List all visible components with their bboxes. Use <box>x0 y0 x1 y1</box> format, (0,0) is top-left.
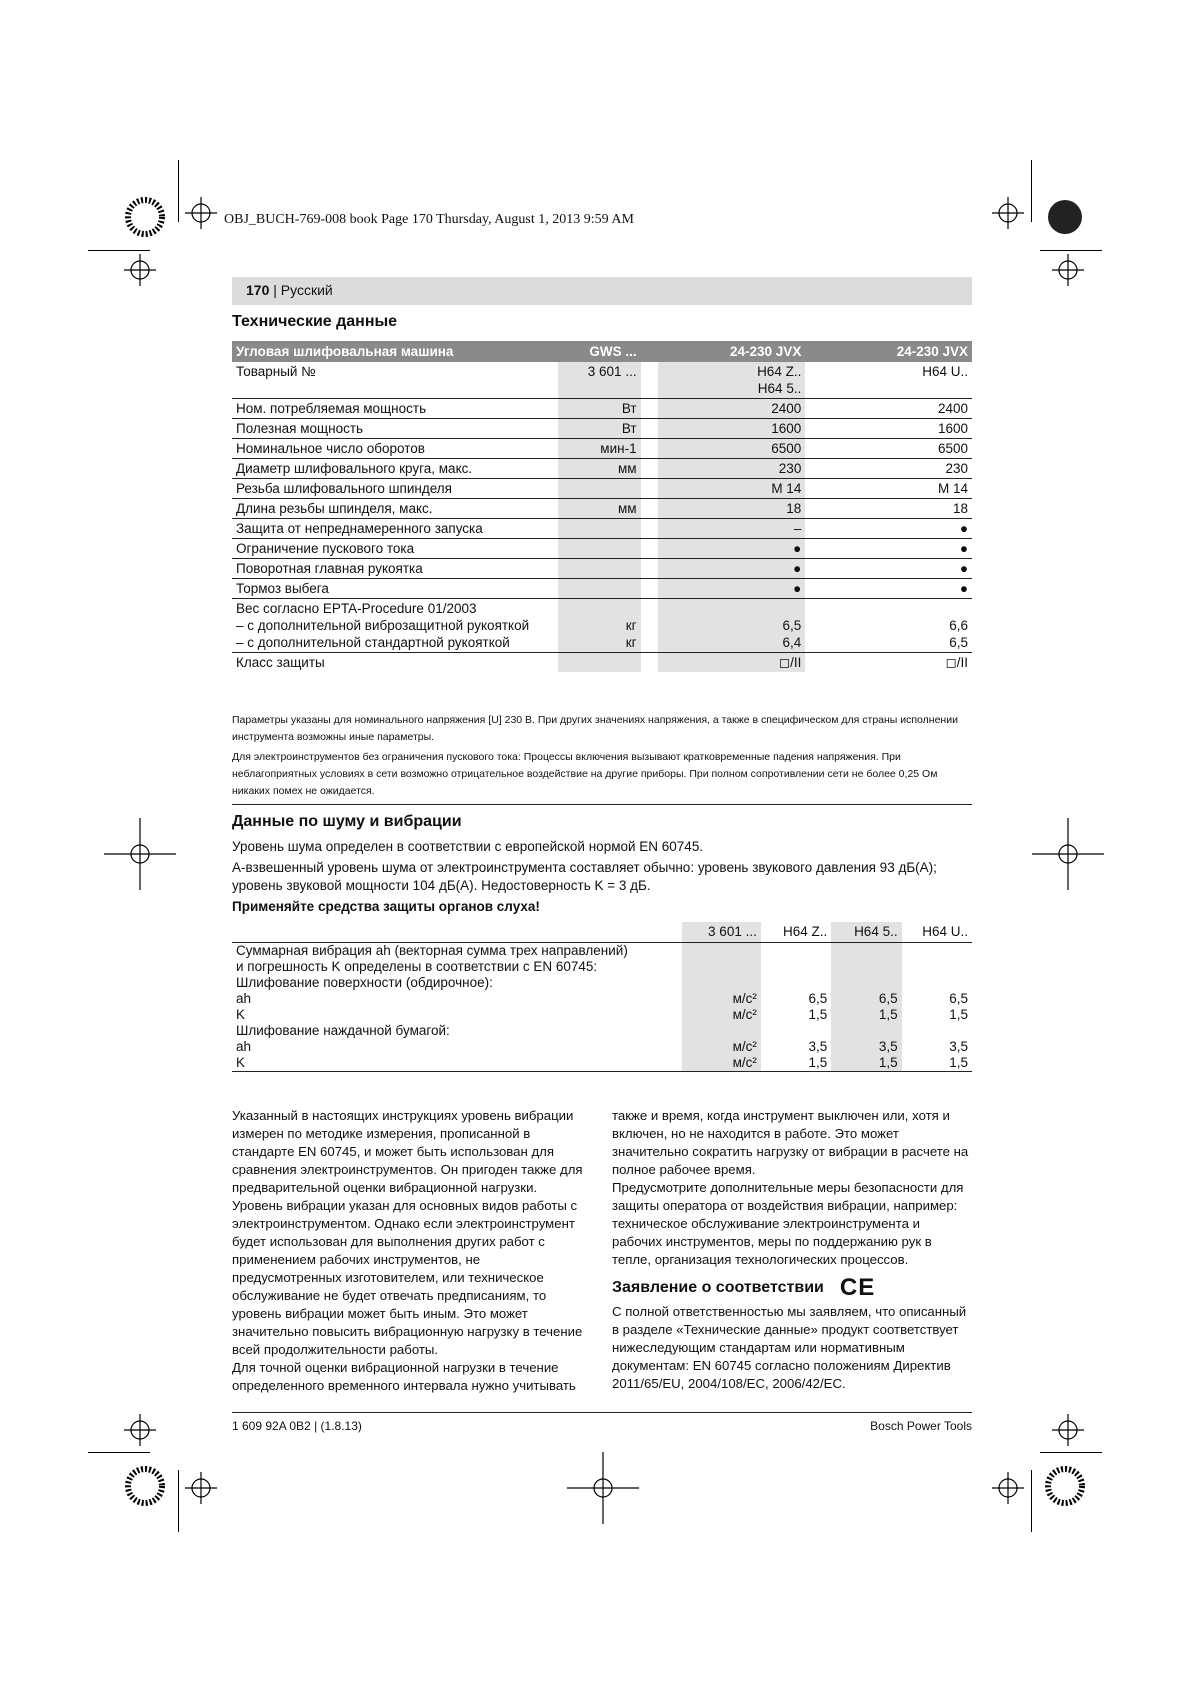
footer-doc-number: 1 609 92A 0B2 | (1.8.13) <box>232 1419 362 1433</box>
footer-brand: Bosch Power Tools <box>870 1419 972 1433</box>
table-row: Ном. потребляемая мощность Вт 2400 2400 <box>232 399 972 419</box>
table-row: Поворотная главная рукоятка ● ● <box>232 559 972 579</box>
table-row: Длина резьбы шпинделя, макс. мм 18 18 <box>232 499 972 519</box>
noise-text: Уровень шума определен в соответствии с европейской нормой EN 60745. А-взвешенный уровень шума от электроинструмента составляет обычно: уровень звукового давления 93 дБ(A); уровень звуковой мощности 104 дБ(A). Недостоверность K = 3 дБ. Применяйте средства защиты органов слуха! <box>232 839 937 914</box>
table-row: Вес согласно EPTA-Procedure 01/2003 – с дополнительной виброзащитной рукояткой – с дополнительной стандартной рукояткой кг кг 6,5 6,4 6,6 6,5 <box>232 599 972 653</box>
table-header: 24-230 JVX <box>658 341 805 362</box>
table-row: Диаметр шлифовального круга, макс. мм 230 230 <box>232 459 972 479</box>
table-row: Полезная мощность Вт 1600 1600 <box>232 419 972 439</box>
page-footer <box>232 1412 972 1433</box>
left-column-text: Указанный в настоящих инструкциях уровень вибрации измерен по методике измерения, прописанной в стандарте EN 60745, и может быть использован для сравнения электроинструментов. Он пригоден также для предварительной оценки вибрационной нагрузки. Уровень вибрации указан для основных видов работы с электроинструментом. Однако если электроинструмент будет использован для выполнения других работ с применением рабочих инструментов, не предусмотренных изготовителем, или техническое обслуживание не будет отвечать предписаниям, то уровень вибрации может быть иным. Это может значительно повысить вибрационную нагрузку в течение всей продолжительности работы. Для точной оценки вибрационной нагрузки в течение определенного временного интервала нужно учитывать <box>232 1108 583 1393</box>
table-row: Номинальное число оборотов мин-1 6500 6500 <box>232 439 972 459</box>
note-voltage: Параметры указаны для номинального напряжения [U] 230 В. При других значениях напряжения, а также в специфическом для страны исполнении инструмента возможны иные параметры. <box>232 714 958 743</box>
tech-notes <box>232 712 972 805</box>
ce-mark-icon: CE <box>839 1274 876 1301</box>
table-row: Тормоз выбега ● ● <box>232 579 972 599</box>
table-row: Ограничение пускового тока ● ● <box>232 539 972 559</box>
table-header <box>641 341 659 362</box>
conformity-title: Заявление о соответствии <box>612 1279 824 1296</box>
tech-data-title: Технические данные <box>232 313 398 330</box>
note-inrush: Для электроинструментов без ограничения пускового тока: Процессы включения вызывают кратковременные падения напряжения. При неблагоприятных условиях в сети возможно отрицательное воздействие на другие приборы. При полном сопротивлении сети не более 0,25 Ом никаких помех не ожидается. <box>232 751 938 797</box>
noise-title: Данные по шуму и вибрации <box>232 813 462 830</box>
table-row: Защита от непреднамеренного запуска – ● <box>232 519 972 539</box>
print-header: OBJ_BUCH-769-008 book Page 170 Thursday, August 1, 2013 9:59 AM <box>224 212 634 227</box>
page-header-bar: 170 | Русский <box>232 277 972 305</box>
table-header: 24-230 JVX <box>805 341 972 362</box>
table-row: Класс защиты ◻/II ◻/II <box>232 653 972 673</box>
table-header: Угловая шлифовальная машина <box>232 341 558 362</box>
tech-data-table <box>232 341 972 672</box>
vibration-table: 3 601 ... H64 Z.. H64 5.. H64 U.. Суммарная вибрация ah (векторная сумма трех направлений) и погрешность K определены в соответствии с EN 60745: Шлифование поверхности (обдирочное): ah м/с² 6,5 6,5 6,5 K м/с² 1,5 1,5 1,5 Шлифование наждачной бумагой: ah м/с² 3,5 3,5 3,5 K м/с² 1,5 1,5 1,5 <box>232 922 972 1072</box>
table-row: Резьба шлифовального шпинделя M 14 M 14 <box>232 479 972 499</box>
right-column: также и время, когда инструмент выключен или, хотя и включен, но не находится в работе. Это может значительно сократить нагрузку от вибрации в расчете на полное рабочее время. Предусмотрите дополнительные меры безопасности для защиты оператора от воздействия вибрации, например: техническое обслуживание электроинструмента и рабочих инструментов, меры по поддержанию рук в тепле, организация технологических процессов. Заявление о соответствии CE С полной ответственностью мы заявляем, что описанный в разделе «Технические данные» продукт соответствует нижеследующим стандартам или нормативным документам: EN 60745 согласно положениям Директив 2011/65/EU, 2004/108/EC, 2006/42/EC. <box>612 1108 969 1391</box>
page-number: 170 <box>246 282 270 298</box>
table-header: GWS ... <box>558 341 641 362</box>
page-language: Русский <box>280 282 333 298</box>
table-row: Товарный № 3 601 ... H64 Z.. H64 5.. H64 U.. <box>232 362 972 399</box>
